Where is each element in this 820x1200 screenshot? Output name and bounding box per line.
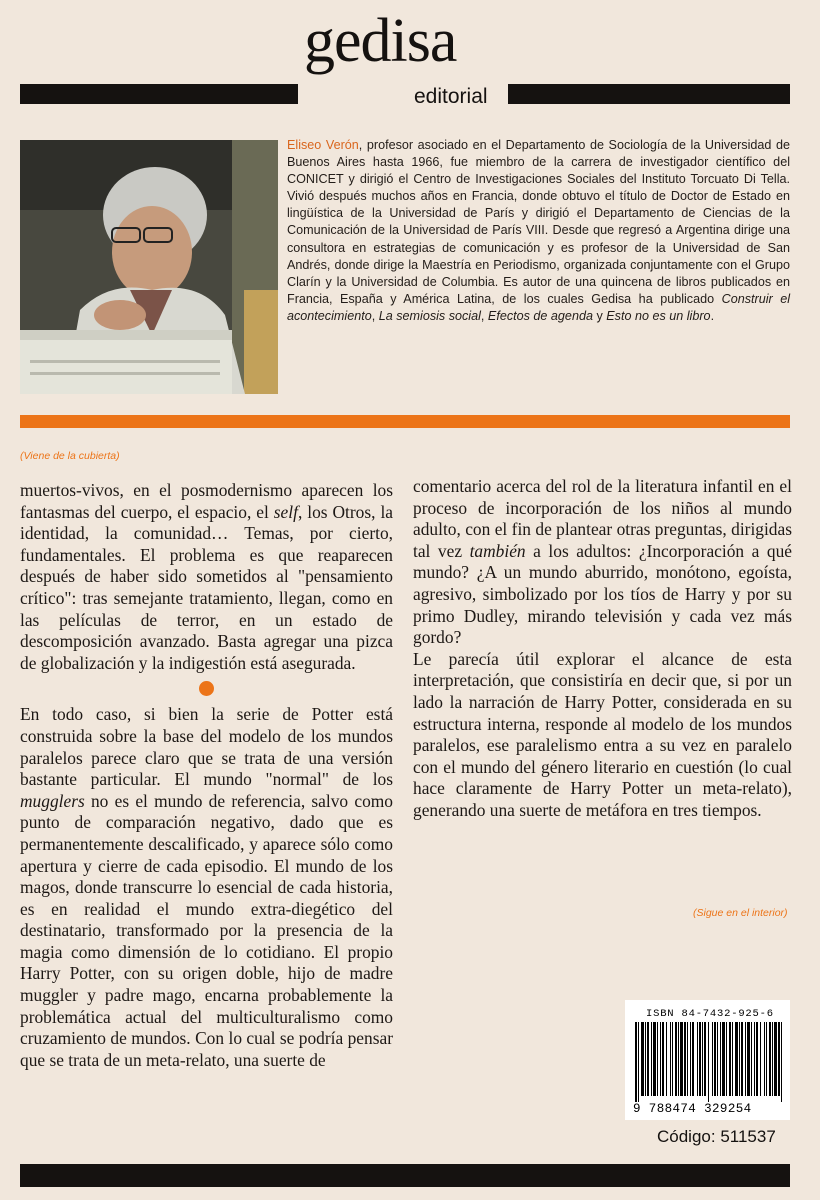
barcode-bar xyxy=(760,1022,761,1096)
author-bio xyxy=(287,137,790,325)
book-title: La semiosis social xyxy=(378,308,481,323)
top-bar-right xyxy=(508,84,790,104)
barcode-bar xyxy=(641,1022,644,1096)
barcode-bar xyxy=(651,1022,652,1096)
barcode-bar xyxy=(638,1022,639,1102)
barcode-bar xyxy=(751,1022,752,1096)
bio-separator: y xyxy=(592,308,607,323)
barcode-number: 9 788474 329254 xyxy=(633,1102,752,1116)
paragraph xyxy=(413,476,792,649)
barcode-bar xyxy=(675,1022,677,1096)
barcode-graphic xyxy=(633,1022,785,1102)
barcode-bar xyxy=(745,1022,746,1096)
paragraph xyxy=(20,704,393,1071)
barcode-bar xyxy=(712,1022,713,1096)
barcode-bar xyxy=(680,1022,683,1096)
orange-divider xyxy=(20,415,790,428)
top-bar-left xyxy=(20,84,298,104)
barcode-bar xyxy=(672,1022,673,1096)
book-title: Efectos de agenda xyxy=(487,308,593,323)
barcode-bar xyxy=(714,1022,716,1096)
from-cover-note: (Viene de la cubierta) xyxy=(20,450,120,462)
continues-inside-note: (Sigue en el interior) xyxy=(693,907,788,919)
barcode-bar xyxy=(772,1022,773,1096)
paragraph: Le parecía útil explorar el alcance de esta interpretación, que consistiría en decir que, si por un lado la narración de Harry Potter, considerada en su estructura interna, responde al modelo de los mundos paralelos, ese paralelismo entra a su vez en paralelo con el mundo del género literario en cuestión (lo cual hace claramente de Harry Potter un meta-relato), generando una suerte de metáfora en tres tiempos. xyxy=(413,648,792,820)
barcode-bar xyxy=(699,1022,701,1096)
bio-end: . xyxy=(710,308,715,323)
publisher-logo: gedisa xyxy=(304,7,457,75)
publisher-subtitle: editorial xyxy=(414,85,488,108)
barcode-bar xyxy=(697,1022,698,1096)
barcode-bar xyxy=(756,1022,758,1096)
paragraph-text: En todo caso, si bien la serie de Potter está construida sobre la base del modelo de los mundos paralelos parece claro que se trata de una versión bastante particular. El mundo "normal" de los xyxy=(20,704,393,790)
left-column xyxy=(20,480,393,1071)
barcode-bar xyxy=(735,1022,738,1096)
barcode-bar xyxy=(774,1022,777,1096)
barcode-bar xyxy=(653,1022,656,1096)
barcode-bar xyxy=(692,1022,694,1096)
barcode-bar xyxy=(647,1022,649,1096)
book-title: Esto no es un libro xyxy=(606,308,711,323)
barcode-bar xyxy=(741,1022,743,1096)
barcode-bar xyxy=(717,1022,718,1096)
barcode-bar xyxy=(754,1022,755,1096)
paragraph-text: no es el mundo de referencia, salvo como punto de comparación negativo, dado que es permanentemente descalificado, y aparece sólo como apertura y cierre de cada episodio. El mundo de los magos, donde transcurre lo esencial de cada historia, es en realidad el mundo extra-diegético del destinatario, transformado por la presencia de la magia como dimensión de lo cotidiano. El propio Harry Potter, con su origen doble, hijo de madre muggler y padre mago, encarna probablemente la problemática actual del multiculturalismo como cruzamiento de mundos. Con lo cual se podría pensar que se trata de un meta-relato, una suerte de xyxy=(20,790,393,1070)
barcode-bar xyxy=(781,1022,782,1102)
bio-text: , profesor asociado en el Departamento de Sociología de la Universidad de Buenos Aires hasta 1966, fue miembro de la carrera de investigador científico del CONICET y dirigió el Centro de Investigaciones Sociales del Instituto Torcuato Di Tella. Vivió después muchos años en Francia, donde obtuvo el título de Doctor de Estado en lingüística de la Universidad de París y dirigió el Departamento de Ciencias de la Comunicación de la Universidad de París VIII. Desde que regresó a Argentina dirige una consultora en estrategias de comunicación y es profesor de la Universidad de San Andrés, donde dirige la Maestría en Periodismo, organizada conjuntamente con el Grupo Clarín y la Universidad de Columbia. Es autor de una quincena de libros publicados en Francia, España y América Latina, de los cuales Gedisa ha publicado xyxy=(287,138,790,306)
right-column xyxy=(413,476,792,822)
barcode-bar xyxy=(670,1022,671,1096)
barcode-bar xyxy=(645,1022,646,1096)
bottom-bar xyxy=(20,1164,790,1187)
paragraph-text: muertos-vivos, en el posmodernismo aparecen los fantasmas del cuerpo, el espacio, el xyxy=(20,480,393,522)
barcode-bar xyxy=(769,1022,771,1096)
barcode-bar xyxy=(690,1022,691,1096)
barcode-bar xyxy=(764,1022,765,1096)
barcode-bar xyxy=(660,1022,661,1096)
paragraph-text: , los Otros, la identidad, la comunidad… Temas, por cierto, fundamentales. El problema es que reaparecen después de haber sido sometidos al "pensamiento crítico": tras semejante tratamiento, llegan, como en las películas de terror, en un estado de descomposición avanzado. Basta agregar una pizca de globalización y la indigestión está asegurada. xyxy=(20,501,393,673)
product-code: Código: 511537 xyxy=(657,1127,776,1146)
barcode-bar xyxy=(766,1022,767,1096)
barcode-bar xyxy=(778,1022,780,1096)
barcode-bar xyxy=(662,1022,664,1096)
barcode-bar xyxy=(687,1022,688,1096)
paragraph xyxy=(20,480,393,674)
book-title: Construir el acontecimiento xyxy=(287,291,790,323)
barcode-bar xyxy=(684,1022,686,1096)
barcode-bar xyxy=(708,1022,709,1102)
paragraph-text: comentario acerca del rol de la literatura infantil en el proceso de incorporación de los niños al mundo adulto, con el fin de plantear otras preguntas, dirigidas tal vez xyxy=(413,476,792,561)
barcode-bar xyxy=(739,1022,740,1096)
barcode-bar xyxy=(720,1022,721,1096)
bio-separator: , xyxy=(480,308,488,323)
paragraph-text: a los adultos: ¿Incorporación a qué mundo? ¿A un mundo aburrido, monótono, egoísta, agresivo, simbolizado por los tíos de Harry y por su primo Dudley, mirando televisión y cada vez más gordo? xyxy=(413,540,792,648)
orange-dot-separator xyxy=(199,681,214,696)
barcode-bar xyxy=(747,1022,750,1096)
barcode-bar xyxy=(732,1022,733,1096)
barcode-bar xyxy=(726,1022,727,1096)
author-photo-illustration xyxy=(20,140,278,394)
barcode-bar xyxy=(729,1022,731,1096)
italic-term: también xyxy=(469,540,526,561)
barcode-bar xyxy=(678,1022,679,1096)
barcode-bar xyxy=(635,1022,637,1102)
barcode-bar xyxy=(704,1022,706,1096)
barcode-bar xyxy=(722,1022,725,1096)
author-name: Eliseo Verón xyxy=(287,138,359,152)
italic-term: mugglers xyxy=(20,790,85,811)
isbn-label: ISBN 84-7432-925-6 xyxy=(646,1008,774,1020)
author-photo xyxy=(20,140,278,394)
barcode-bar xyxy=(702,1022,703,1096)
bio-separator: , xyxy=(371,308,379,323)
italic-term: self xyxy=(273,501,298,522)
barcode-bar xyxy=(657,1022,658,1096)
barcode-bar xyxy=(666,1022,667,1096)
